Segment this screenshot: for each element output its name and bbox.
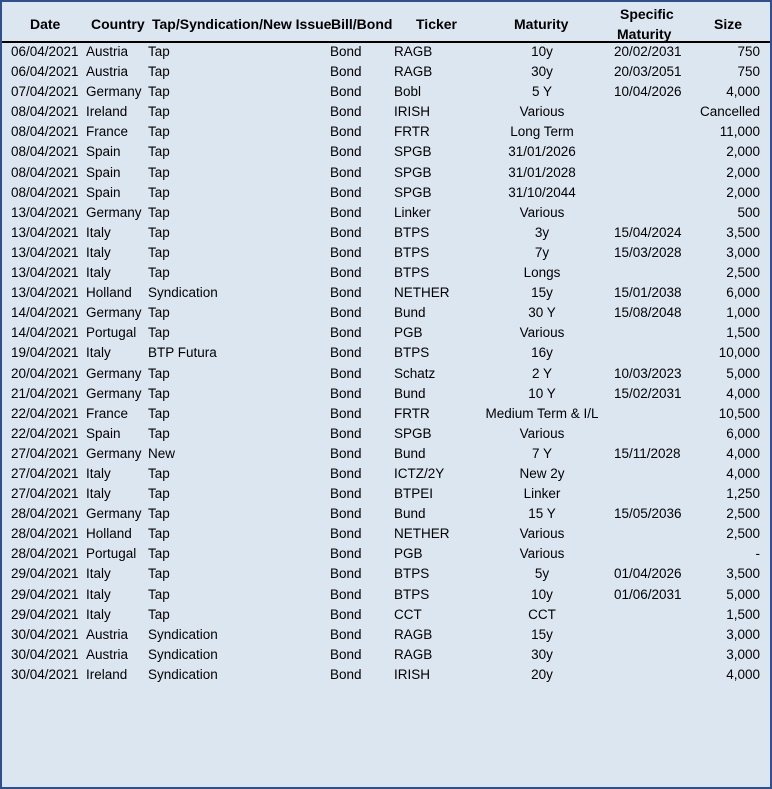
table-row <box>2 283 770 303</box>
cell-ticker: BTPS <box>394 265 430 281</box>
cell-type: Tap <box>148 566 170 582</box>
cell-type: Tap <box>148 425 170 441</box>
cell-date: 28/04/2021 <box>11 546 79 562</box>
cell-maturity: 30 Y <box>528 305 556 321</box>
cell-size: 1,250 <box>726 486 760 502</box>
cell-maturity: Long Term <box>510 124 574 140</box>
cell-maturity: Various <box>519 204 565 220</box>
cell-bill-bond: Bond <box>330 425 362 441</box>
cell-bill-bond: Bond <box>330 486 362 502</box>
cell-date: 14/04/2021 <box>11 305 79 321</box>
cell-country: Holland <box>86 526 132 542</box>
cell-date: 30/04/2021 <box>11 666 79 682</box>
cell-country: Spain <box>86 184 121 200</box>
cell-type: Tap <box>148 64 170 80</box>
cell-size: 2,500 <box>726 506 760 522</box>
cell-maturity: Linker <box>523 486 561 502</box>
table-row <box>2 404 770 424</box>
cell-type: Tap <box>148 385 170 401</box>
cell-ticker: SPGB <box>394 425 432 441</box>
cell-date: 14/04/2021 <box>11 325 79 341</box>
cell-bill-bond: Bond <box>330 144 362 160</box>
cell-country: Spain <box>86 425 121 441</box>
cell-country: Austria <box>86 646 129 662</box>
table-row <box>2 343 770 363</box>
header-specific-line1: Specific <box>620 6 674 22</box>
cell-date: 28/04/2021 <box>11 526 79 542</box>
cell-bill-bond: Bond <box>330 666 362 682</box>
cell-maturity: 15 Y <box>528 506 556 522</box>
cell-specific-maturity: 10/04/2026 <box>614 84 682 100</box>
cell-bill-bond: Bond <box>330 104 362 120</box>
cell-country: Italy <box>86 606 111 622</box>
cell-type: Syndication <box>148 285 218 301</box>
cell-country: Italy <box>86 586 111 602</box>
table-row <box>2 263 770 283</box>
cell-type: Tap <box>148 606 170 622</box>
cell-maturity: Various <box>519 325 565 341</box>
cell-bill-bond: Bond <box>330 244 362 260</box>
cell-maturity: 20y <box>531 666 553 682</box>
header-bill-bond: Bill/Bond <box>331 16 393 32</box>
table-header <box>2 2 770 43</box>
table-row <box>2 384 770 404</box>
cell-maturity: 5y <box>534 566 550 582</box>
cell-maturity: 15y <box>531 285 553 301</box>
cell-bill-bond: Bond <box>330 526 362 542</box>
cell-size: 11,000 <box>719 124 760 140</box>
cell-type: Tap <box>148 305 170 321</box>
cell-type: Tap <box>148 526 170 542</box>
cell-size: 2,500 <box>726 265 760 281</box>
cell-ticker: Linker <box>394 204 431 220</box>
cell-bill-bond: Bond <box>330 325 362 341</box>
cell-type: Tap <box>148 365 170 381</box>
cell-maturity: Various <box>519 546 565 562</box>
cell-size: - <box>755 546 760 562</box>
cell-ticker: Bund <box>394 445 426 461</box>
table-row <box>2 424 770 444</box>
cell-size: 10,000 <box>718 345 760 361</box>
cell-date: 08/04/2021 <box>11 124 79 140</box>
cell-country: Austria <box>86 626 129 642</box>
cell-ticker: RAGB <box>394 626 433 642</box>
cell-maturity: CCT <box>528 606 556 622</box>
table-row <box>2 524 770 544</box>
table-row <box>2 605 770 625</box>
table-row <box>2 102 770 122</box>
cell-type: Tap <box>148 144 170 160</box>
cell-bill-bond: Bond <box>330 265 362 281</box>
cell-type: Tap <box>148 184 170 200</box>
cell-date: 06/04/2021 <box>11 44 79 59</box>
cell-date: 28/04/2021 <box>11 506 79 522</box>
cell-maturity: Various <box>519 526 565 542</box>
cell-type: BTP Futura <box>148 345 217 361</box>
cell-ticker: RAGB <box>394 44 433 59</box>
cell-country: Germany <box>86 84 142 100</box>
cell-bill-bond: Bond <box>330 546 362 562</box>
cell-date: 13/04/2021 <box>11 224 79 240</box>
cell-bill-bond: Bond <box>330 124 362 140</box>
cell-date: 29/04/2021 <box>11 586 79 602</box>
cell-bill-bond: Bond <box>330 626 362 642</box>
cell-ticker: FRTR <box>394 124 430 140</box>
cell-ticker: SPGB <box>394 184 432 200</box>
cell-bill-bond: Bond <box>330 345 362 361</box>
cell-ticker: BTPS <box>394 244 430 260</box>
cell-specific-maturity: 15/01/2038 <box>614 285 682 301</box>
cell-bill-bond: Bond <box>330 365 362 381</box>
cell-type: Tap <box>148 546 170 562</box>
cell-size: 4,000 <box>726 385 760 401</box>
cell-bill-bond: Bond <box>330 285 362 301</box>
cell-type: Tap <box>148 244 170 260</box>
cell-maturity: 30y <box>531 64 553 80</box>
cell-date: 08/04/2021 <box>11 144 79 160</box>
cell-specific-maturity: 20/02/2031 <box>614 44 682 59</box>
cell-specific-maturity: 15/04/2024 <box>614 224 682 240</box>
cell-maturity: Various <box>519 104 565 120</box>
cell-type: Syndication <box>148 626 218 642</box>
table-row <box>2 183 770 203</box>
cell-size: 750 <box>737 64 760 80</box>
header-type: Tap/Syndication/New Issue <box>152 16 332 32</box>
cell-ticker: IRISH <box>394 666 431 682</box>
cell-bill-bond: Bond <box>330 566 362 582</box>
cell-type: Tap <box>148 405 170 421</box>
cell-size: 2,000 <box>726 184 760 200</box>
cell-bill-bond: Bond <box>330 305 362 321</box>
cell-ticker: BTPS <box>394 345 430 361</box>
cell-country: Ireland <box>86 666 128 682</box>
cell-size: 3,500 <box>726 566 760 582</box>
cell-date: 30/04/2021 <box>11 646 79 662</box>
cell-country: Italy <box>86 465 111 481</box>
cell-ticker: BTPS <box>394 586 430 602</box>
header-date: Date <box>30 16 61 32</box>
cell-country: Austria <box>86 64 129 80</box>
cell-type: Tap <box>148 506 170 522</box>
cell-date: 13/04/2021 <box>11 204 79 220</box>
cell-date: 08/04/2021 <box>11 164 79 180</box>
cell-date: 13/04/2021 <box>11 244 79 260</box>
cell-size: 2,000 <box>726 144 760 160</box>
cell-size: 4,000 <box>726 445 760 461</box>
cell-maturity: 2 Y <box>531 365 553 381</box>
table-row <box>2 303 770 323</box>
cell-country: Portugal <box>86 546 137 562</box>
cell-maturity: New 2y <box>519 465 565 481</box>
cell-date: 08/04/2021 <box>11 184 79 200</box>
cell-size: 3,000 <box>726 244 760 260</box>
cell-date: 07/04/2021 <box>11 84 79 100</box>
cell-size: 500 <box>737 204 760 220</box>
cell-country: Spain <box>86 144 121 160</box>
cell-bill-bond: Bond <box>330 224 362 240</box>
cell-date: 22/04/2021 <box>11 405 79 421</box>
cell-specific-maturity: 15/11/2028 <box>614 445 681 461</box>
table-row <box>2 544 770 564</box>
table-row <box>2 323 770 343</box>
cell-size: 3,000 <box>726 626 760 642</box>
cell-specific-maturity: 15/03/2028 <box>614 244 682 260</box>
cell-ticker: RAGB <box>394 646 433 662</box>
table-row <box>2 243 770 263</box>
cell-country: Italy <box>86 265 111 281</box>
cell-bill-bond: Bond <box>330 646 362 662</box>
cell-country: Germany <box>86 506 142 522</box>
cell-size: 1,500 <box>726 325 760 341</box>
cell-date: 27/04/2021 <box>11 465 79 481</box>
table-row <box>2 42 770 62</box>
cell-maturity: 10y <box>531 44 553 59</box>
cell-specific-maturity: 01/04/2026 <box>614 566 682 582</box>
cell-specific-maturity: 10/03/2023 <box>614 365 682 381</box>
cell-size: 6,000 <box>726 285 760 301</box>
cell-ticker: FRTR <box>394 405 430 421</box>
cell-bill-bond: Bond <box>330 44 362 59</box>
cell-maturity: 3y <box>534 224 550 240</box>
cell-country: Germany <box>86 365 142 381</box>
cell-ticker: IRISH <box>394 104 431 120</box>
cell-maturity: 31/01/2028 <box>508 164 576 180</box>
cell-date: 30/04/2021 <box>11 626 79 642</box>
cell-size: Cancelled <box>699 104 760 120</box>
cell-country: Germany <box>86 385 142 401</box>
table-row <box>2 504 770 524</box>
table-body <box>2 42 770 685</box>
cell-maturity: 7y <box>534 244 550 260</box>
cell-size: 4,000 <box>726 666 760 682</box>
cell-bill-bond: Bond <box>330 506 362 522</box>
cell-date: 13/04/2021 <box>11 265 79 281</box>
cell-country: Italy <box>86 345 111 361</box>
table-row <box>2 464 770 484</box>
cell-size: 5,000 <box>726 365 760 381</box>
cell-type: New <box>148 445 176 461</box>
cell-date: 29/04/2021 <box>11 606 79 622</box>
cell-country: Holland <box>86 285 132 301</box>
cell-ticker: PGB <box>394 325 423 341</box>
cell-date: 22/04/2021 <box>11 425 79 441</box>
cell-ticker: Bund <box>394 305 426 321</box>
cell-bill-bond: Bond <box>330 204 362 220</box>
table-row <box>2 564 770 584</box>
cell-maturity: Longs <box>523 265 561 281</box>
table-row <box>2 223 770 243</box>
cell-bill-bond: Bond <box>330 84 362 100</box>
cell-size: 6,000 <box>726 425 760 441</box>
cell-size: 750 <box>737 44 760 59</box>
cell-type: Tap <box>148 265 170 281</box>
cell-specific-maturity: 15/08/2048 <box>614 305 682 321</box>
cell-bill-bond: Bond <box>330 465 362 481</box>
cell-date: 27/04/2021 <box>11 486 79 502</box>
cell-ticker: PGB <box>394 546 423 562</box>
cell-type: Syndication <box>148 666 218 682</box>
cell-country: France <box>86 405 129 421</box>
cell-ticker: SPGB <box>394 144 432 160</box>
cell-bill-bond: Bond <box>330 445 362 461</box>
cell-specific-maturity: 15/02/2031 <box>614 385 682 401</box>
table-row <box>2 82 770 102</box>
cell-country: Germany <box>86 305 142 321</box>
table-row <box>2 444 770 464</box>
table-row <box>2 585 770 605</box>
cell-size: 2,000 <box>726 164 760 180</box>
cell-ticker: BTPEI <box>394 486 434 502</box>
cell-country: Italy <box>86 224 111 240</box>
cell-size: 1,500 <box>726 606 760 622</box>
cell-size: 4,000 <box>726 465 760 481</box>
cell-ticker: NETHER <box>394 526 450 542</box>
cell-ticker: Bund <box>394 506 426 522</box>
cell-ticker: ICTZ/2Y <box>394 465 445 481</box>
cell-type: Tap <box>148 204 170 220</box>
cell-size: 5,000 <box>726 586 760 602</box>
cell-date: 19/04/2021 <box>11 345 79 361</box>
cell-ticker: Bobl <box>394 84 422 100</box>
cell-type: Tap <box>148 486 170 502</box>
header-size: Size <box>714 16 743 32</box>
cell-country: Ireland <box>86 104 128 120</box>
cell-type: Syndication <box>148 646 218 662</box>
cell-country: Italy <box>86 566 111 582</box>
cell-maturity: 31/10/2044 <box>508 184 576 200</box>
cell-country: Spain <box>86 164 121 180</box>
cell-specific-maturity: 01/06/2031 <box>614 586 682 602</box>
cell-type: Tap <box>148 44 170 59</box>
cell-maturity: 7 Y <box>531 445 553 461</box>
cell-ticker: RAGB <box>394 64 433 80</box>
cell-date: 06/04/2021 <box>11 64 79 80</box>
cell-ticker: NETHER <box>394 285 450 301</box>
cell-ticker: Bund <box>394 385 426 401</box>
cell-country: France <box>86 124 129 140</box>
cell-date: 20/04/2021 <box>11 365 79 381</box>
cell-type: Tap <box>148 124 170 140</box>
cell-date: 27/04/2021 <box>11 445 79 461</box>
cell-specific-maturity: 20/03/2051 <box>614 64 682 80</box>
header-maturity: Maturity <box>514 16 569 32</box>
cell-ticker: BTPS <box>394 566 430 582</box>
cell-maturity: 5 Y <box>531 84 553 100</box>
cell-maturity: Medium Term & I/L <box>485 405 599 421</box>
table-row <box>2 625 770 645</box>
cell-maturity: Various <box>519 425 565 441</box>
cell-maturity: 10y <box>531 586 553 602</box>
cell-bill-bond: Bond <box>330 405 362 421</box>
cell-type: Tap <box>148 84 170 100</box>
cell-type: Tap <box>148 224 170 240</box>
cell-bill-bond: Bond <box>330 184 362 200</box>
cell-size: 1,000 <box>726 305 760 321</box>
cell-size: 10,500 <box>718 405 760 421</box>
cell-date: 08/04/2021 <box>11 104 79 120</box>
cell-maturity: 31/01/2026 <box>508 144 576 160</box>
cell-maturity: 16y <box>531 345 553 361</box>
cell-maturity: 15y <box>531 626 553 642</box>
cell-country: Italy <box>86 244 111 260</box>
cell-ticker: CCT <box>394 606 422 622</box>
cell-date: 21/04/2021 <box>11 385 79 401</box>
header-specific-line2: Maturity <box>617 26 672 42</box>
cell-country: Germany <box>86 204 142 220</box>
table-row <box>2 665 770 685</box>
cell-ticker: Schatz <box>394 365 436 381</box>
cell-type: Tap <box>148 104 170 120</box>
table-row <box>2 122 770 142</box>
cell-type: Tap <box>148 325 170 341</box>
cell-date: 13/04/2021 <box>11 285 79 301</box>
cell-type: Tap <box>148 164 170 180</box>
cell-bill-bond: Bond <box>330 385 362 401</box>
header-ticker: Ticker <box>416 16 457 32</box>
table-row <box>2 484 770 504</box>
table-row <box>2 62 770 82</box>
cell-size: 3,000 <box>726 646 760 662</box>
table-row <box>2 142 770 162</box>
cell-size: 4,000 <box>726 84 760 100</box>
table-row <box>2 364 770 384</box>
cell-date: 29/04/2021 <box>11 566 79 582</box>
cell-bill-bond: Bond <box>330 606 362 622</box>
cell-specific-maturity: 15/05/2036 <box>614 506 682 522</box>
table-row <box>2 203 770 223</box>
cell-ticker: SPGB <box>394 164 432 180</box>
cell-bill-bond: Bond <box>330 586 362 602</box>
cell-country: Austria <box>86 44 129 59</box>
table-row <box>2 163 770 183</box>
cell-type: Tap <box>148 465 170 481</box>
table-row <box>2 645 770 665</box>
cell-country: Italy <box>86 486 111 502</box>
cell-bill-bond: Bond <box>330 164 362 180</box>
cell-size: 2,500 <box>726 526 760 542</box>
header-country: Country <box>91 16 145 32</box>
cell-maturity: 30y <box>531 646 553 662</box>
cell-bill-bond: Bond <box>330 64 362 80</box>
cell-size: 3,500 <box>726 224 760 240</box>
cell-type: Tap <box>148 586 170 602</box>
cell-country: Germany <box>86 445 142 461</box>
cell-country: Portugal <box>86 325 137 341</box>
cell-maturity: 10 Y <box>528 385 556 401</box>
cell-ticker: BTPS <box>394 224 430 240</box>
